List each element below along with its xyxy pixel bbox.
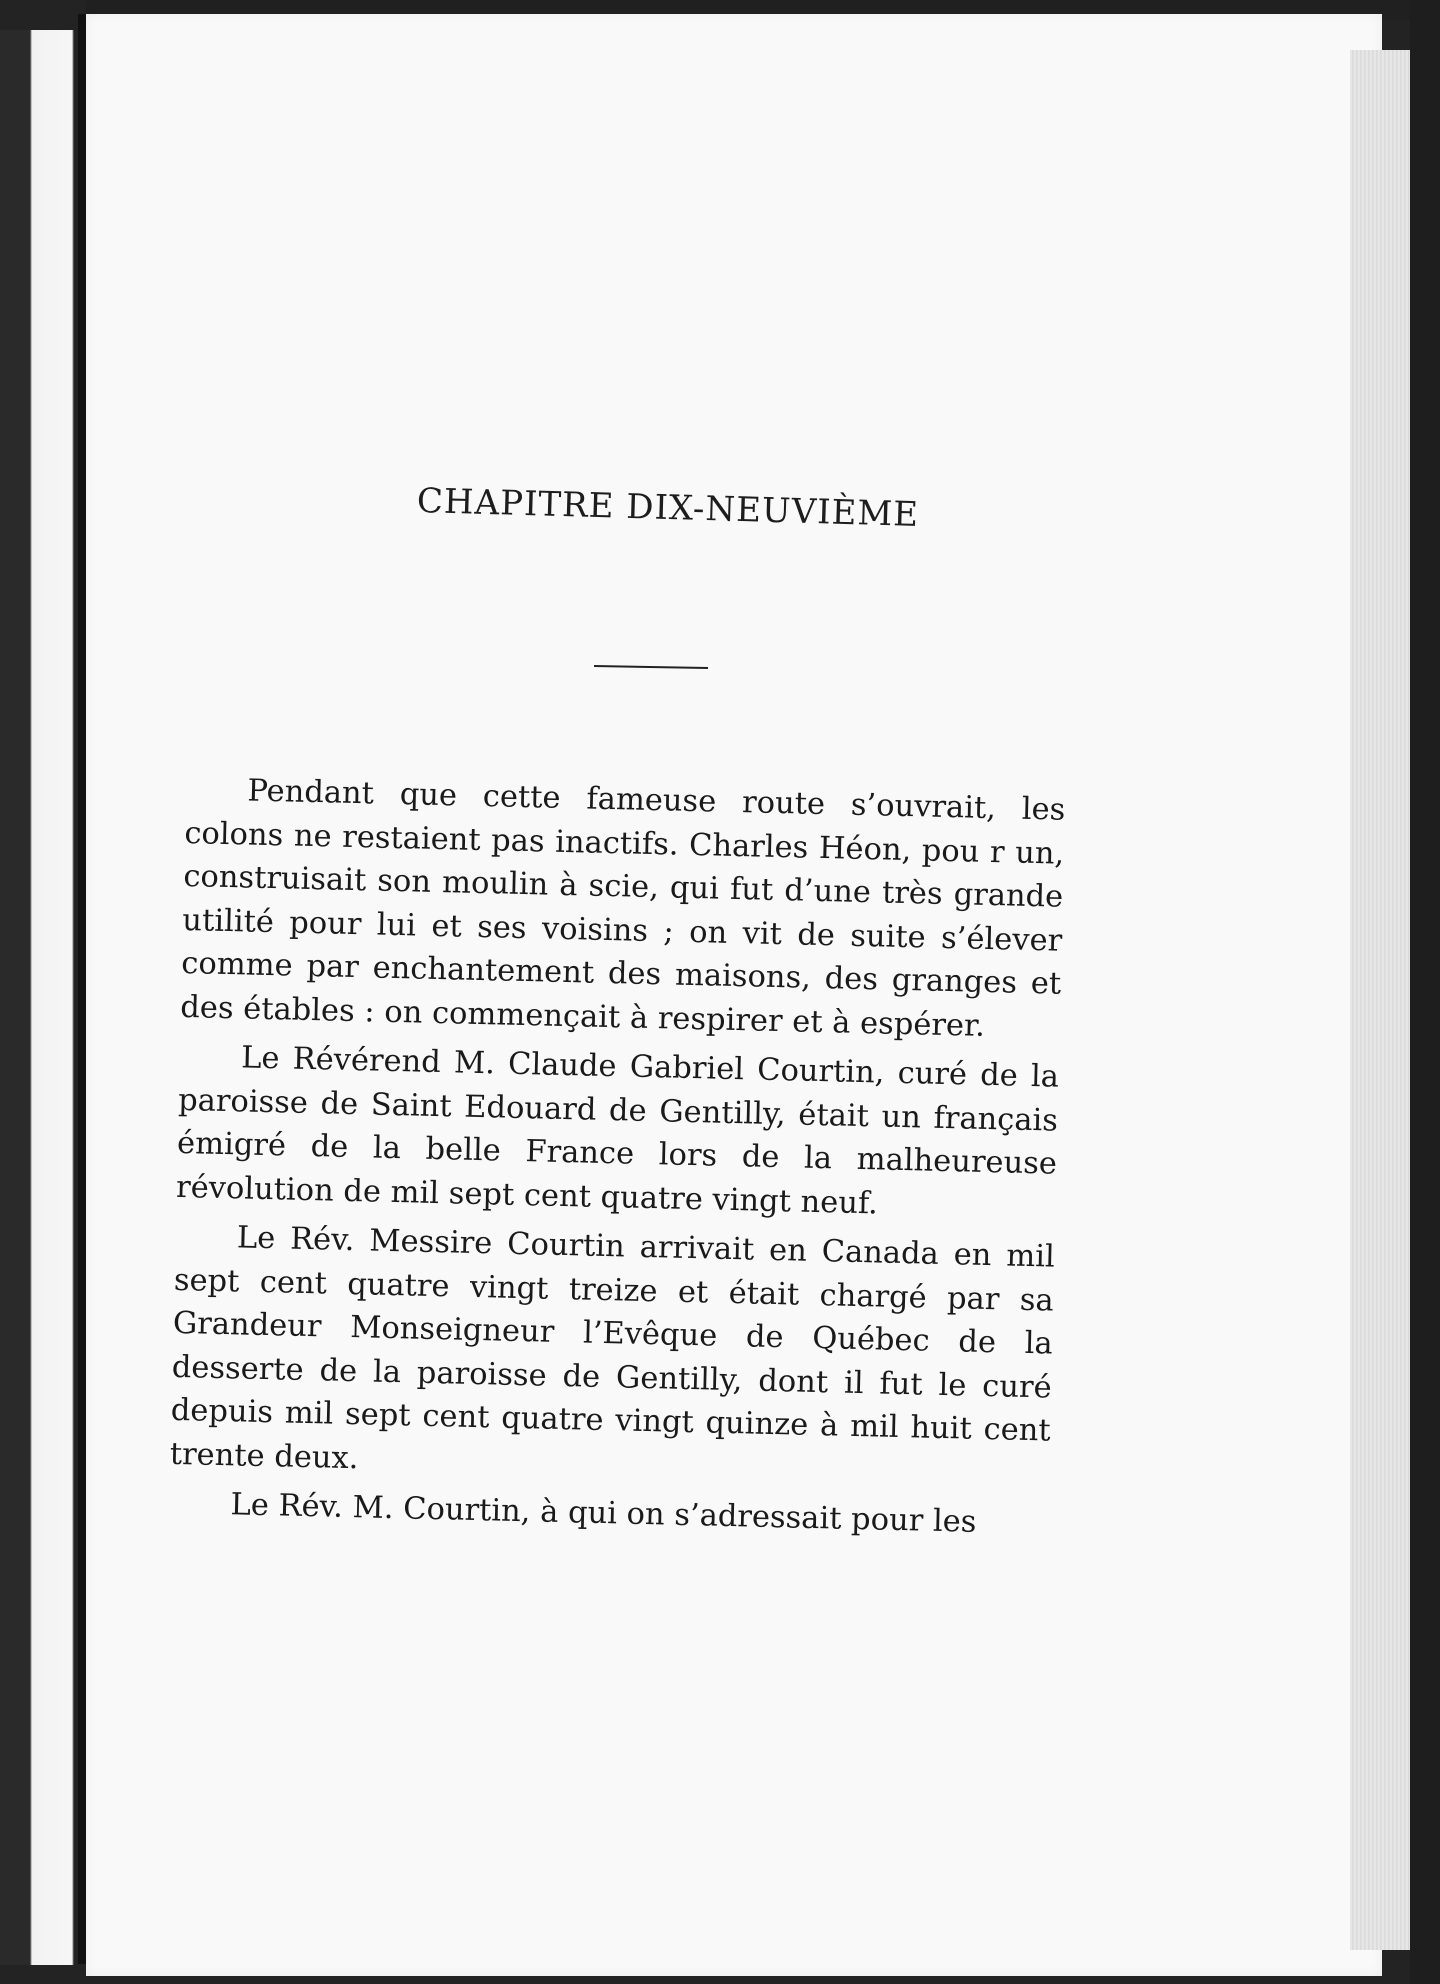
body-text: [168, 768, 1066, 1552]
chapter-title: CHAPITRE DIX-NEUVIÈME: [416, 480, 920, 536]
paragraph-2: Le Révérend M. Claude Gabriel Courtin, curé de la paroisse de Saint Edouard de Gentilly, était un français émigré de la belle France lors de la malheureuse révolution de mil sept cent quatre vingt neuf.: [175, 1040, 1060, 1221]
paragraph-4: Le Rév. M. Courtin, à qui on s’adressait pour les: [230, 1487, 977, 1540]
left-page-edge: [0, 30, 74, 1965]
scan-right-border: [1410, 0, 1440, 1984]
book-gutter: [78, 14, 86, 1964]
paragraph-3: Le Rév. Messire Courtin arrivait en Canada en mil sept cent quatre vingt treize et était chargé par sa Grandeur Monseigneur l’Evêque de Québec de la desserte de la paroisse de Gentilly, dont il fut le curé depuis mil sept cent quatre vingt quinze à mil huit cent trente deux.: [169, 1220, 1056, 1476]
paragraph-1: Pendant que cette fameuse route s’ouvrait, les colons ne restaient pas inactifs. Charles Héon, pou r un, construisait son moulin à scie, qui fut d’une très grande utilité pour lui et ses voisins ; on vit de suite s’élever comme par enchantement des maisons, des granges et des étables : on commençait à respirer et à espérer.: [179, 773, 1066, 1044]
page-edge-stack: [1350, 50, 1410, 1950]
